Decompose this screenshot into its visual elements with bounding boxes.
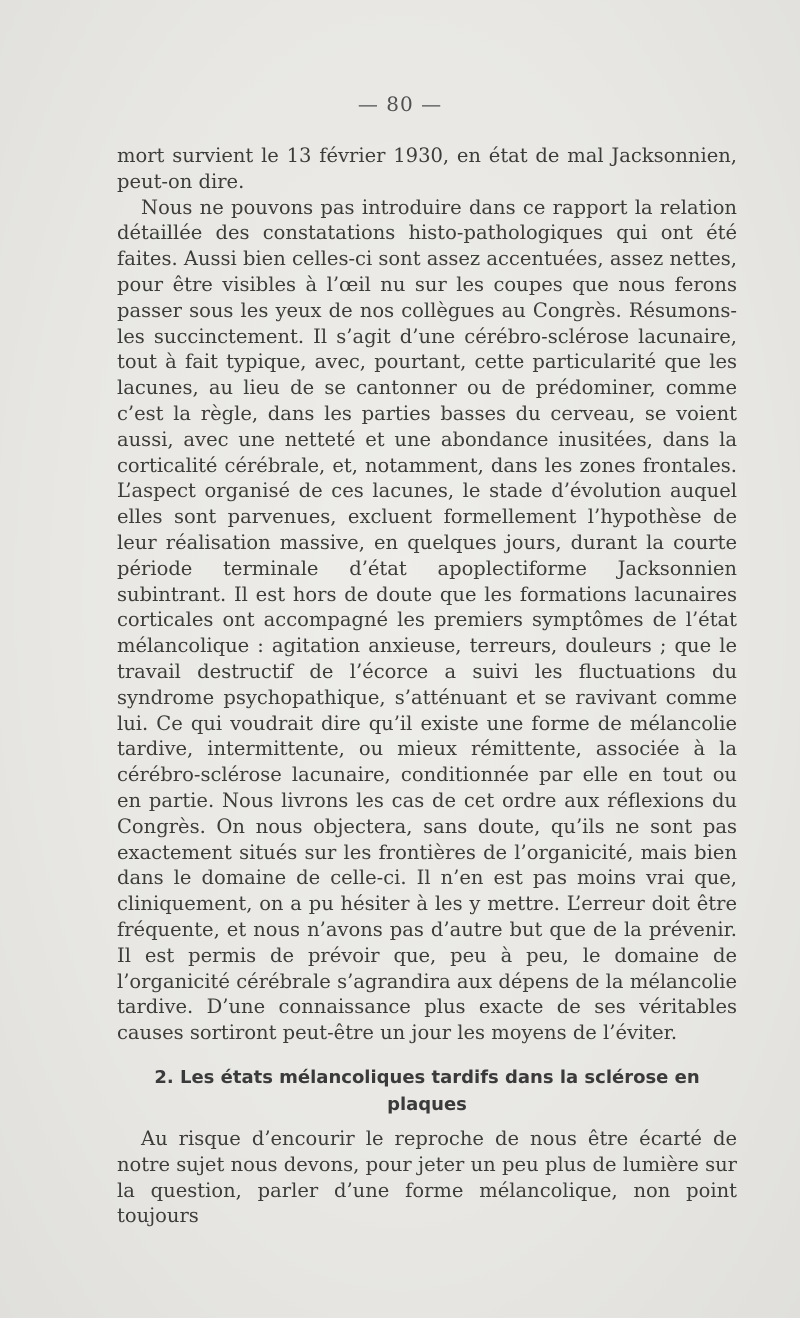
paragraph-main: Nous ne pouvons pas introduire dans ce rapport la relation détaillée des constatations histo-pathologiques qui ont été faites. Aussi bien celles-ci sont assez accentuées, assez nettes, pour être visibles à l’œil nu sur les coupes que nous ferons passer sous les yeux de nos collègues au Congrès. Résumons-les succinctement. Il s’agit d’une cérébro-sclérose lacunaire, tout à fait typique, avec, pourtant, cette particularité que les lacunes, au lieu de se cantonner ou de prédominer, comme c’est la règle, dans les parties basses du cerveau, se voient aussi, avec une netteté et une abondance inusitées, dans la corticalité cérébrale, et, notamment, dans les zones frontales. L’aspect organisé de ces lacunes, le stade d’évolution auquel elles sont parvenues, excluent formellement l’hypothèse de leur réalisation massive, en quelques jours, durant la courte période terminale d’état apoplectiforme Jacksonnien subintrant. Il est hors de doute que les formations lacunaires corticales ont accompagné les premiers symptômes de l’état mélancolique : agitation anxieuse, terreurs, douleurs ; que le travail destructif de l’écorce a suivi les fluctuations du syndrome psychopathique, s’atténuant et se ravivant comme lui. Ce qui voudrait dire qu’il existe une forme de mélancolie tardive, intermittente, ou mieux rémittente, associée à la cérébro-sclérose lacunaire, conditionnée par elle en tout ou en partie. Nous livrons les cas de cet ordre aux réflexions du Congrès. On nous objectera, sans doute, qu’ils ne sont pas exactement situés sur les frontières de l’organicité, mais bien dans le domaine de celle-ci. Il n’en est pas moins vrai que, cliniquement, on a pu hésiter à les y mettre. L’erreur doit être fréquente, et nous n’avons pas d’autre but que de la prévenir. Il est permis de prévoir que, peu à peu, le domaine de l’organicité cérébrale s’agrandira aux dépens de la mélancolie tardive. D’une connaissance plus exacte de ses véritables causes sortiront peut-être un jour les moyens de l’éviter. bbox=[117, 195, 738, 1045]
paragraph-continued: mort survient le 13 février 1930, en état de mal Jacksonnien, peut-on dire. bbox=[117, 144, 737, 193]
page-number: — 80 — bbox=[357, 92, 443, 116]
section-text bbox=[117, 1126, 737, 1229]
body-text bbox=[117, 143, 737, 1046]
section-paragraph: Au risque d’encourir le reproche de nous être écarté de notre sujet nous devons, pour jeter un peu plus de lumière sur la question, parler d’une forme mélancolique, non point toujours bbox=[117, 1127, 737, 1228]
section-heading: 2. Les états mélancoliques tardifs dans la sclérose en plaques bbox=[154, 1067, 700, 1115]
